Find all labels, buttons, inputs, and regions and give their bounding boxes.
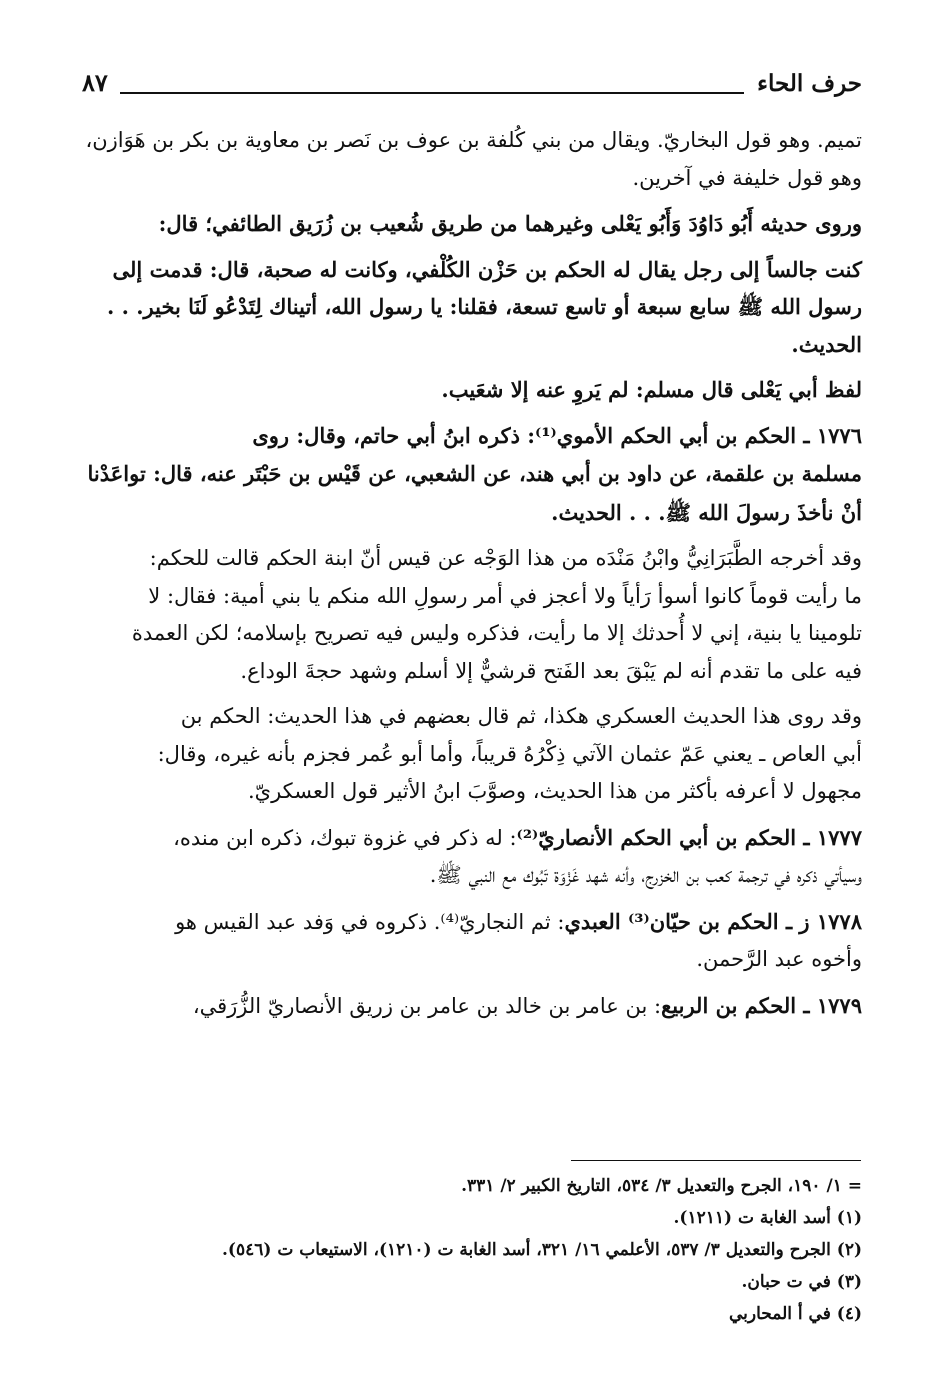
entry-1776: [82, 417, 862, 533]
text-line: وقد أخرجه الطَّبَرَانِيُّ وابْنُ مَنْدَه من هذا الوَجْه عن قيس أنّ ابنة الحكم قالت للحكم:: [149, 546, 862, 570]
footnote-rule: [571, 1160, 861, 1161]
text-line: وهو قول خليفة في آخرين.: [632, 165, 862, 190]
paragraph: [82, 371, 862, 409]
text-line: كنت جالساً إلى رجل يقال له الحكم بن حَزْن الكُلْفي، وكانت له صحبة، قال: قدمت إلى: [112, 256, 862, 282]
text-line: أبي العاص ـ يعني عَمّ عثمان الآتي ذِكْرُهُ قريباً، وأما أبو عُمر فجزم بأنه غيره، وقال:: [157, 741, 862, 766]
text-line: وروى حديثه أَبُو دَاوُدَ وَأَبُو يَعْلى وغيرهما من طريق شُعيب بن زُرَيق الطائفي؛ قال:: [158, 211, 862, 236]
text-line: تلومينا يا بنية، إني لا أُحدثك إلا ما رأيت، فذكره وليس فيه تصريح بإسلامه؛ لكن العمدة: [131, 621, 862, 645]
text-line: أنْ نأخذَ رسولَ الله ﷺ. . . الحديث.: [551, 499, 862, 525]
text-line: : له ذكر في غزوة تبوك، ذكره ابن منده،: [173, 825, 517, 850]
main-text: [82, 122, 862, 1033]
text-line: وأخوه عبد الرَّحمن.: [696, 947, 862, 971]
text-line: ما رأيت قوماً كانوا أسوأ رَأياً ولا أعجز في أمر رسولِ الله منكم يا بني أمية: فقال: لا: [148, 583, 862, 608]
text-line: وقد روى هذا الحديث العسكري هكذا، ثم قال بعضهم في هذا الحديث: الحكم بن: [180, 704, 862, 728]
footnote-2: (٢) الجرح والتعديل ٣/ ٥٣٧، الأعلمي ١٦/ ٣٢١، أسد الغابة ت (١٢١٠)، الاستيعاب ت (٥٤٦).: [222, 1240, 862, 1260]
text-line: : بن عامر بن خالد بن عامر بن زريق الأنصاريّ الزُّرَقي،: [192, 993, 662, 1018]
paragraph: [82, 205, 862, 243]
entry-1777: [82, 819, 862, 895]
header-rule: [120, 92, 744, 94]
footnote-4: (٤) في أ المحاربي: [729, 1304, 862, 1324]
text-line: لفظ أبي يَعْلى قال مسلم: لم يَروِ عنه إلا شعَيب.: [441, 377, 862, 402]
footnote-1: (١) أسد الغابة ت (١٢١١).: [673, 1208, 862, 1228]
entry-heading: ١٧٧٨ ز ـ الحكم بن حيّان⁽³⁾ العبدي: [564, 908, 862, 934]
entry-heading: ١٧٧٩ ـ الحكم بن الربيع: [661, 992, 862, 1018]
text-line: مجهول لا أعرفه بأكثر من هذا الحديث، وصوَّبَ ابنُ الأثير قول العسكريّ.: [247, 779, 862, 803]
paragraph: [82, 540, 862, 690]
text-line: فيه على ما تقدم أنه لم يَبْقَ بعد الفَتح قرشيٌّ إلا أسلم وشهد حجةَ الوداع.: [240, 658, 862, 683]
entry-heading: ١٧٧٦ ـ الحكم بن أبي الحكم الأموي⁽¹⁾: [535, 422, 862, 448]
footnote-3: (٣) في ت حبان.: [741, 1272, 862, 1292]
text-line: مسلمة بن علقمة، عن داود بن أبي هند، عن الشعبي، عن قَيْس بن حَبْتَر عنه، قال: تواعَدْنا: [87, 461, 862, 486]
entry-1779: [82, 987, 862, 1026]
entry-heading: ١٧٧٧ ـ الحكم بن أبي الحكم الأنصاريّ⁽²⁾: [516, 824, 862, 850]
text-line: : ثم النجاريّ⁽⁴⁾. ذكروه في وَفد عبد القيس هو: [175, 909, 565, 934]
entry-1778: [82, 903, 862, 979]
running-title: حرف الحاء: [757, 70, 862, 97]
text-line: رسول الله ﷺ سابع سبعة أو تاسع تسعة، فقلنا: يا رسول الله، أتيناك لِتَدْعُو لَنَا بخير. . .: [106, 294, 862, 319]
text-line: الحديث.: [791, 331, 862, 357]
paragraph: [82, 122, 862, 197]
footnote-continuation: = ١/ ١٩٠، الجرح والتعديل ٣/ ٥٣٤، التاريخ الكبير ٢/ ٣٣١.: [461, 1176, 862, 1196]
paragraph: [82, 251, 862, 364]
text-line: وسيأتي ذكره في ترجمة كعب بن الخزرج، وأنه شهد غَزْوَة تَبُوك مع النبي ﷺ.: [429, 863, 862, 887]
paragraph: [82, 698, 862, 811]
footnotes: [82, 1170, 862, 1330]
page-header: [82, 62, 862, 110]
text-line: : ذكره ابنُ أبي حاتم، وقال: روى: [252, 422, 536, 448]
page-number: ٨٧: [82, 68, 108, 97]
text-line: تميم. وهو قول البخاريّ. ويقال من بني كُلفة بن عوف بن نَصر بن معاوية بن بكر بن هَوَازن،: [85, 128, 862, 152]
